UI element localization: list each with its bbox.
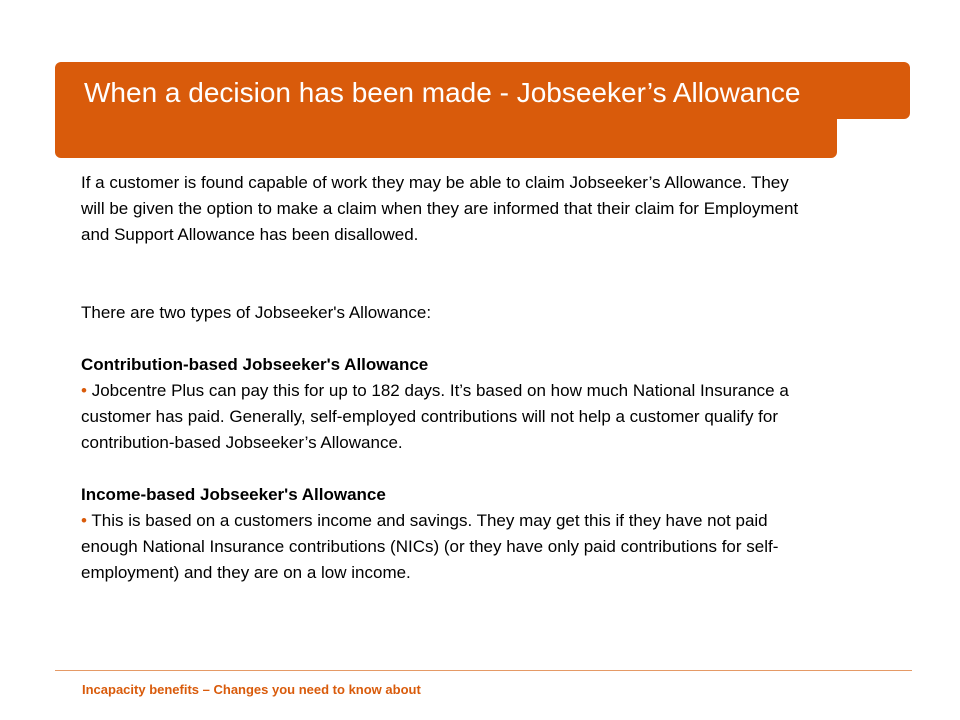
section-text-income: This is based on a customers income and savings. They may get this if they have not paid enough National Insurance contributions (NICs) (or they have only paid contributions for self-employment) and they are on a low income. xyxy=(81,511,779,582)
section-heading-income: Income-based Jobseeker's Allowance xyxy=(81,485,386,504)
title-banner-tab xyxy=(820,62,910,119)
section-heading-contribution: Contribution-based Jobseeker's Allowance xyxy=(81,355,429,374)
bullet-icon: • xyxy=(81,381,87,400)
slide-title: When a decision has been made - Jobseeker’s Allowance xyxy=(84,77,801,108)
types-intro: There are two types of Jobseeker's Allowance: xyxy=(81,303,432,322)
intro-paragraph: If a customer is found capable of work they may be able to claim Jobseeker’s Allowance. They will be given the option to make a claim when they are informed that their claim for Employment and Support Allowance has been disallowed. xyxy=(81,173,799,244)
footer-caption: Incapacity benefits – Changes you need to know about xyxy=(82,682,421,697)
footer-divider xyxy=(55,670,912,671)
section-bullet-contribution xyxy=(81,378,801,456)
bullet-icon: • xyxy=(81,511,87,530)
slide-body xyxy=(81,170,801,586)
section-text-contribution: Jobcentre Plus can pay this for up to 182 days. It’s based on how much National Insurance a customer has paid. Generally, self-employed contributions will not help a customer qualify for contribution-based Jobseeker’s Allowance. xyxy=(81,381,789,452)
section-bullet-income xyxy=(81,508,801,586)
